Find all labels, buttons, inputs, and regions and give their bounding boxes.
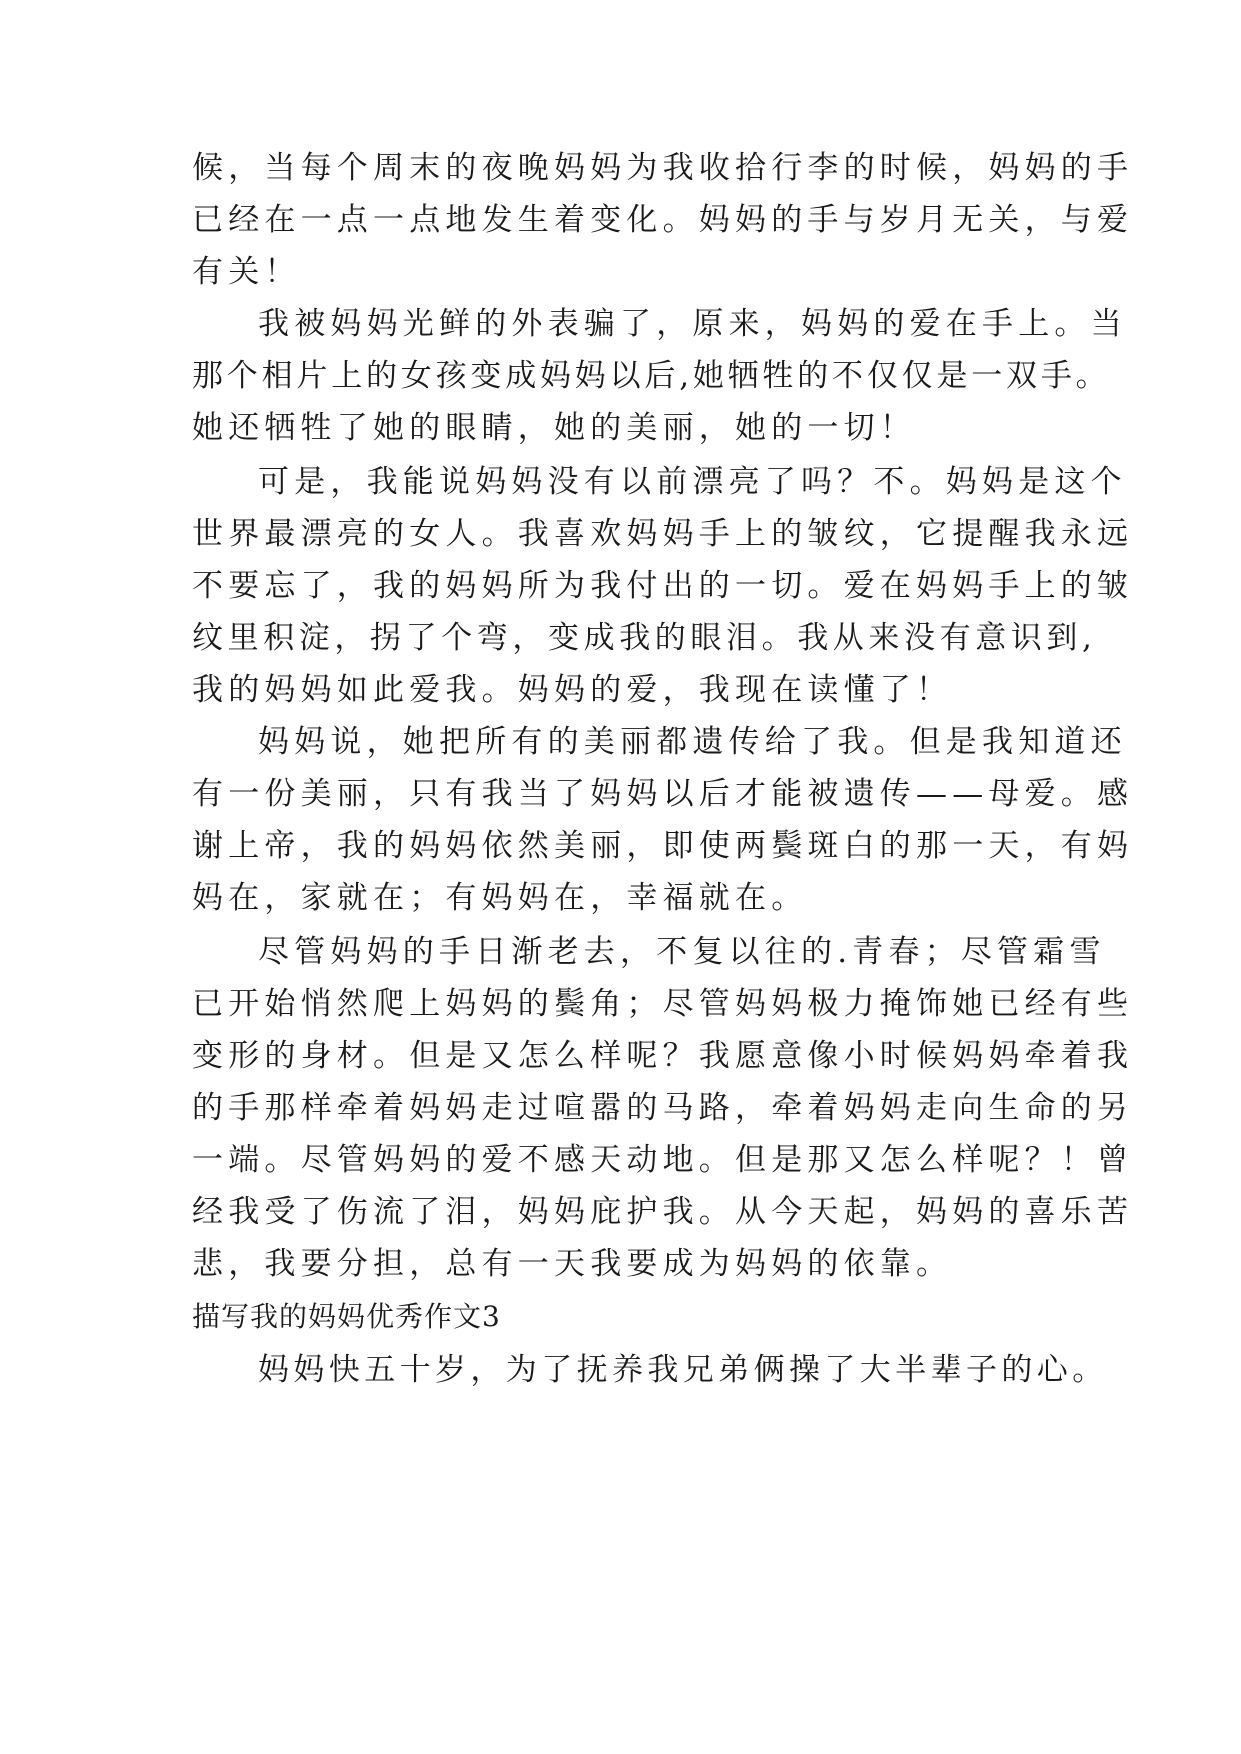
paragraph-2-line-1: 我被妈妈光鲜的外表骗了，原来，妈妈的爱在手上。当 (258, 306, 1127, 342)
paragraph-5-line-4: 的手那样牵着妈妈走过喧嚣的马路，牵着妈妈走向生命的另 (192, 1090, 1134, 1126)
paragraph-3-line-5: 我的妈妈如此爱我。妈妈的爱，我现在读懂了！ (192, 672, 953, 708)
final-paragraph-line-1: 妈妈快五十岁，为了抚养我兄弟俩操了大半辈子的心。 (258, 1352, 1108, 1388)
paragraph-4-line-3: 谢上帝，我的妈妈依然美丽，即使两鬓斑白的那一天，有妈 (192, 828, 1134, 864)
paragraph-5-line-7: 悲，我要分担，总有一天我要成为妈妈的依靠。 (192, 1246, 953, 1282)
paragraph-5-line-3: 变形的身材。但是又怎么样呢？我愿意像小时候妈妈牵着我 (192, 1038, 1134, 1074)
paragraph-4-line-4: 妈在，家就在；有妈妈在，幸福就在。 (192, 880, 808, 916)
section-heading: 描写我的妈妈优秀作文3 (192, 1300, 501, 1333)
paragraph-4-line-1: 妈妈说，她把所有的美丽都遗传给了我。但是我知道还 (258, 724, 1127, 760)
paragraph-5-line-6: 经我受了伤流了泪，妈妈庇护我。从今天起，妈妈的喜乐苦 (192, 1194, 1134, 1230)
paragraph-1-line-1: 候，当每个周末的夜晚妈妈为我收拾行李的时候，妈妈的手 (192, 150, 1134, 186)
paragraph-4-line-2: 有一份美丽，只有我当了妈妈以后才能被遗传——母爱。感 (192, 776, 1134, 812)
paragraph-5-line-1: 尽管妈妈的手日渐老去，不复以往的.青春；尽管霜雪 (258, 934, 1106, 970)
paragraph-2-line-3: 她还牺牲了她的眼睛，她的美丽，她的一切！ (192, 410, 916, 446)
paragraph-3-line-4: 纹里积淀，拐了个弯，变成我的眼泪。我从来没有意识到, (192, 620, 1097, 656)
paragraph-3-line-3: 不要忘了，我的妈妈所为我付出的一切。爱在妈妈手上的皱 (192, 568, 1134, 604)
paragraph-3-line-1: 可是，我能说妈妈没有以前漂亮了吗？不。妈妈是这个 (258, 464, 1127, 500)
paragraph-3-line-2: 世界最漂亮的女人。我喜欢妈妈手上的皱纹，它提醒我永远 (192, 516, 1134, 552)
paragraph-1-line-3: 有关！ (192, 254, 301, 290)
paragraph-1-line-2: 已经在一点一点地发生着变化。妈妈的手与岁月无关，与爱 (192, 202, 1134, 238)
paragraph-5-line-2: 已开始悄然爬上妈妈的鬓角；尽管妈妈极力掩饰她已经有些 (192, 986, 1134, 1022)
paragraph-2-line-2: 那个相片上的女孩变成妈妈以后,她牺牲的不仅仅是一双手。 (192, 358, 1111, 394)
paragraph-5-line-5: 一端。尽管妈妈的爱不感天动地。但是那又怎么样呢？！曾 (192, 1142, 1134, 1178)
